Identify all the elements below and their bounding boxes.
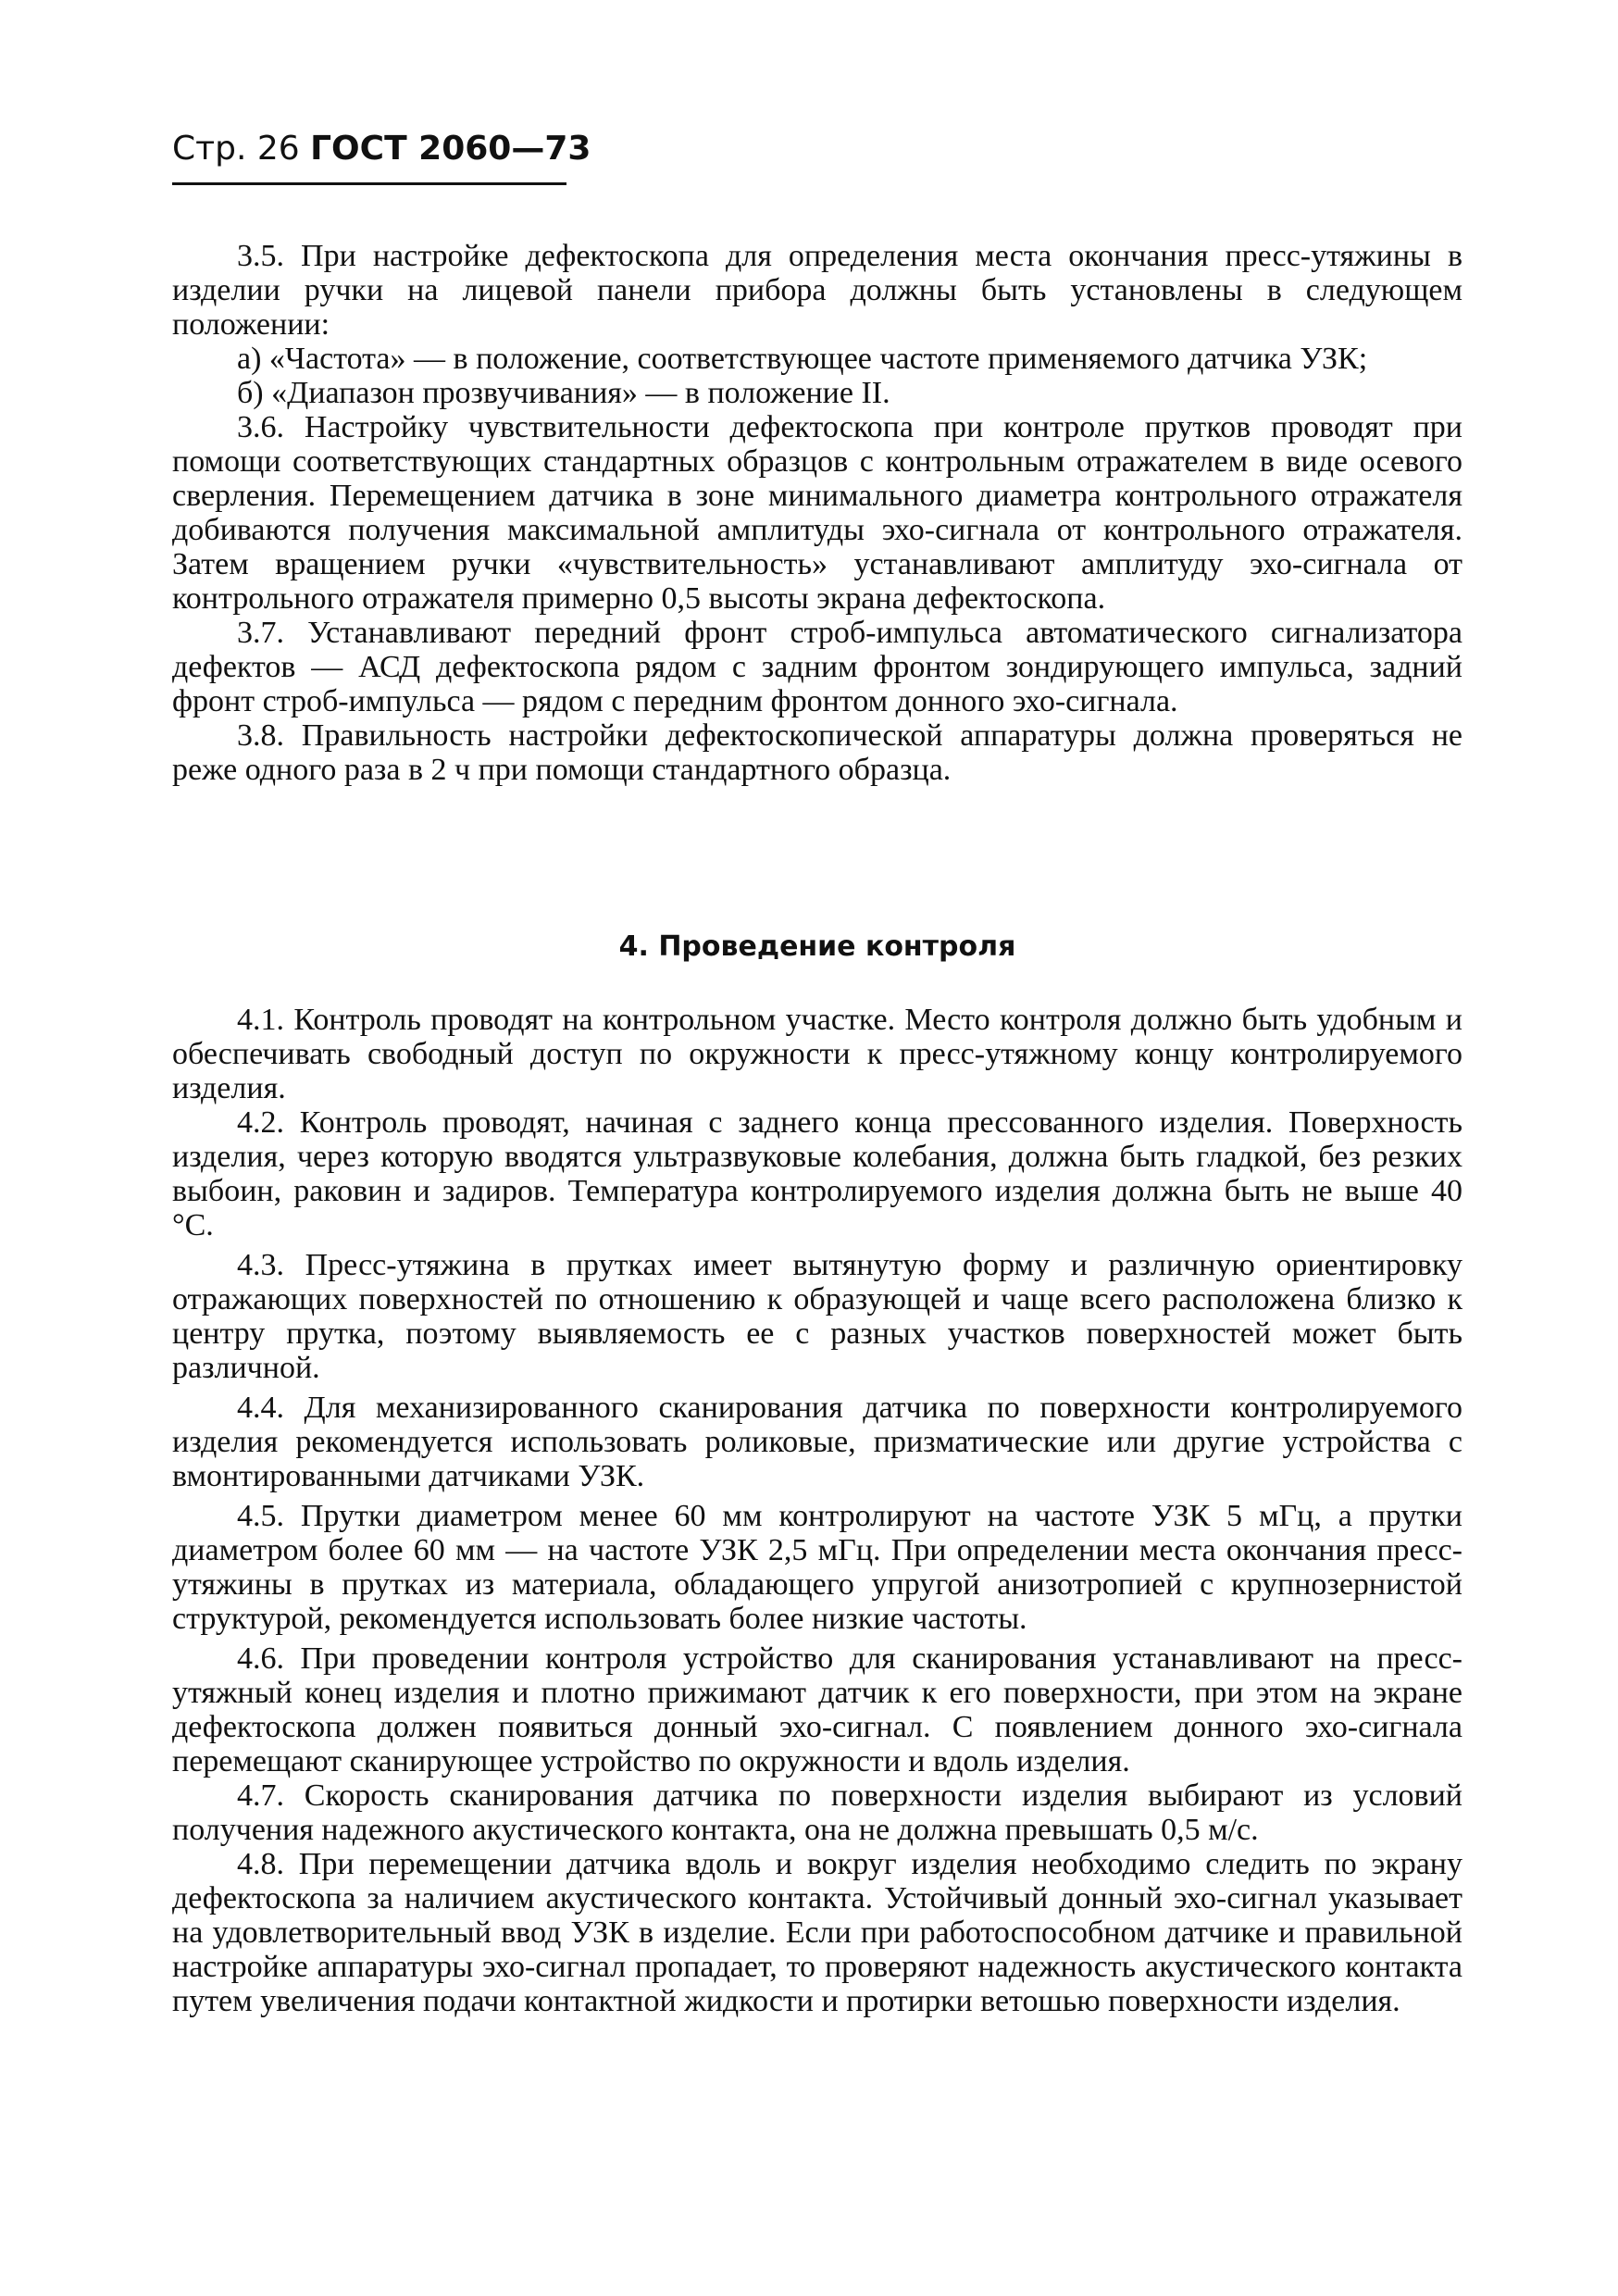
paragraph-3-5-a: а) «Частота» — в положение, соответствующее частоте применяемого датчика УЗК; <box>237 342 1368 376</box>
page-number-label: Стр. 26 <box>172 130 300 168</box>
paragraph-4-6: 4.6. При проведении контроля устройство для сканирования устанавливают на пресс-утяжный конец изделия и плотно прижимают датчик к его поверхности, при этом на экране дефектоскопа должен появиться донный эхо-сигнал. С появлением донного эхо-сигнала перемещают сканирующее устройство по окружности и вдоль изделия. <box>172 1641 1462 1778</box>
section-4-heading-block <box>172 930 1462 963</box>
section-4-block <box>172 1003 1462 2018</box>
paragraph-4-2: 4.2. Контроль проводят, начиная с заднего конца прессованного изделия. Поверхность изделия, через которую вводятся ультразвуковые колебания, должна быть гладкой, без резких выбоин, раковин и задиров. Температура контролируемого изделия должна быть не выше 40 °С. <box>172 1105 1462 1242</box>
header-divider <box>172 182 566 185</box>
page-header <box>172 130 591 168</box>
paragraph-3-8: 3.8. Правильность настройки дефектоскопической аппаратуры должна проверяться не реже одного раза в 2 ч при помощи стандартного образца. <box>172 718 1462 787</box>
standard-number: ГОСТ 2060—73 <box>310 130 591 168</box>
paragraph-4-4: 4.4. Для механизированного сканирования датчика по поверхности контролируемого изделия рекомендуется использовать роликовые, призматические или другие устройства с вмонтированными датчиками УЗК. <box>172 1391 1462 1493</box>
paragraph-4-7: 4.7. Скорость сканирования датчика по поверхности изделия выбирают из условий получения надежного акустического контакта, она не должна превышать 0,5 м/с. <box>172 1778 1462 1847</box>
paragraph-4-8: 4.8. При перемещении датчика вдоль и вокруг изделия необходимо следить по экрану дефектоскопа за наличием акустического контакта. Устойчивый донный эхо-сигнал указывает на удовлетворительный ввод УЗК в изделие. Если при работоспособном датчике и правильной настройке аппаратуры эхо-сигнал пропадает, то проверяют надежность акустического контакта путем увеличения подачи контактной жидкости и протирки ветошью поверхности изделия. <box>172 1847 1462 2018</box>
paragraph-3-5-b: б) «Диапазон прозвучивания» — в положение II. <box>237 376 890 410</box>
paragraph-4-5: 4.5. Прутки диаметром менее 60 мм контролируют на частоте УЗК 5 мГц, а прутки диаметром более 60 мм — на частоте УЗК 2,5 мГц. При определении места окончания пресс-утяжины в прутках из материала, обладающего упругой анизотропией с крупнозернистой структурой, рекомендуется использовать более низкие частоты. <box>172 1499 1462 1636</box>
paragraph-3-5: 3.5. При настройке дефектоскопа для определения места окончания пресс-утяжины в изделии ручки на лицевой панели прибора должны быть установлены в следующем положении: <box>172 239 1462 342</box>
section-4-heading: 4. Проведение контроля <box>618 930 1016 963</box>
paragraph-4-1: 4.1. Контроль проводят на контрольном участке. Место контроля должно быть удобным и обеспечивать свободный доступ по окружности к пресс-утяжному концу контролируемого изделия. <box>172 1003 1462 1105</box>
paragraph-3-7: 3.7. Устанавливают передний фронт строб-импульса автоматического сигнализатора дефектов — АСД дефектоскопа рядом с задним фронтом зондирующего импульса, задний фронт строб-импульса — рядом с передним фронтом донного эхо-сигнала. <box>172 616 1462 718</box>
section-3-block <box>172 239 1462 787</box>
paragraph-4-3: 4.3. Пресс-утяжина в прутках имеет вытянутую форму и различную ориентировку отражающих поверхностей по отношению к образующей и чаще всего расположена близко к центру прутка, поэтому выявляемость ее с разных участков поверхностей может быть различной. <box>172 1248 1462 1385</box>
paragraph-3-6: 3.6. Настройку чувствительности дефектоскопа при контроле прутков проводят при помощи соответствующих стандартных образцов с контрольным отражателем в виде осевого сверления. Перемещением датчика в зоне минимального диаметра контрольного отражателя добиваются получения максимальной амплитуды эхо-сигнала от контрольного отражателя. Затем вращением ручки «чувствительность» устанавливают амплитуду эхо-сигнала от контрольного отражателя примерно 0,5 высоты экрана дефектоскопа. <box>172 410 1462 616</box>
